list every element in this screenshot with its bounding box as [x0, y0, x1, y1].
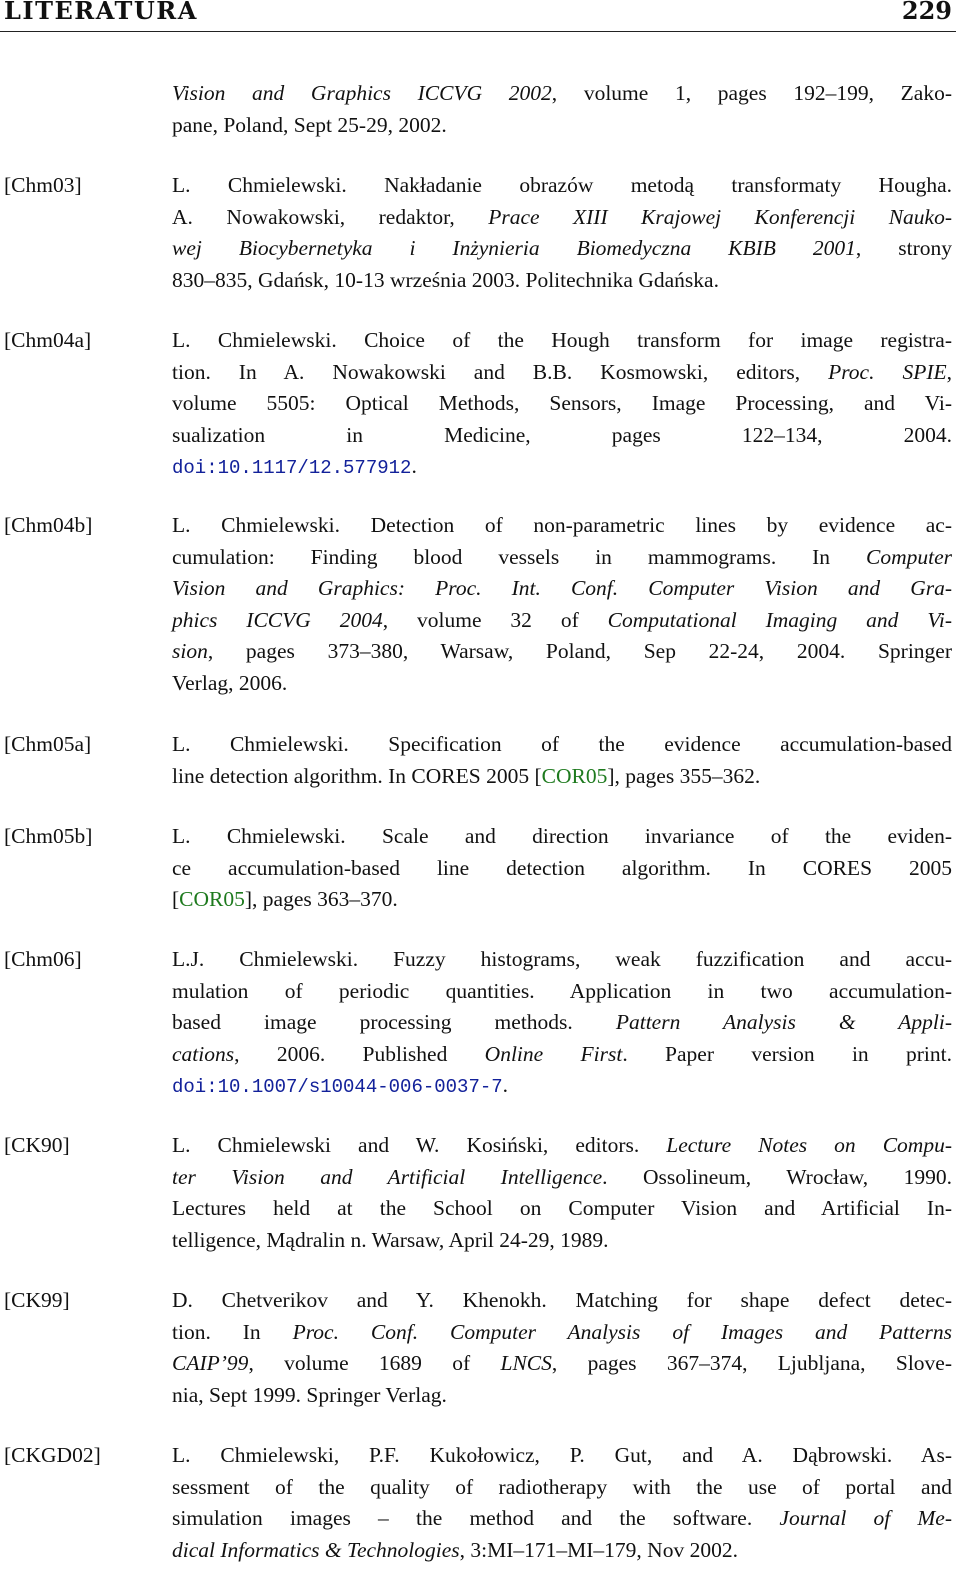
reference-line [172, 1285, 952, 1317]
reference-line [172, 884, 952, 916]
reference-line [172, 1162, 952, 1194]
italic-text: dical Informatics & Technologies [172, 1537, 460, 1562]
text-segment: L.J. Chmielewski. Fuzzy histograms, weak fuzzification and accu- [172, 947, 952, 971]
reference-line [172, 1503, 952, 1535]
italic-text: Prace XIII Krajowej Konferencji Nauko- [488, 204, 952, 229]
doi-link[interactable]: doi:10.1007/s10044-006-0037-7 [172, 1076, 503, 1098]
reference-line [172, 573, 952, 605]
running-head-title: LITERATURA [4, 0, 198, 25]
reference-line [172, 821, 952, 853]
reference-line [172, 542, 952, 574]
reference-key: [CK90] [4, 1133, 70, 1157]
text-segment: , 2006. Published [234, 1041, 485, 1066]
italic-text: Vision and Graphics ICCVG 2002 [172, 81, 552, 105]
reference-key: [Chm06] [4, 947, 82, 971]
reference-line [172, 1348, 952, 1380]
citation-link[interactable]: COR05 [179, 887, 245, 911]
reference-text [172, 821, 952, 916]
reference-line [172, 110, 952, 142]
text-segment: ], pages 355–362. [607, 763, 761, 788]
reference-line [172, 1472, 952, 1504]
italic-text: phics ICCVG 2004 [172, 607, 383, 632]
text-segment: tion. In [172, 1319, 293, 1344]
italic-text: ter Vision and Artificial Intelligence [172, 1164, 603, 1189]
reference-line [172, 1317, 952, 1349]
text-segment: volume 5505: Optical Methods, Sensors, Image Processing, and Vi- [172, 391, 952, 415]
reference-key: [Chm05b] [4, 824, 93, 848]
text-segment: , pages 367–374, Ljubljana, Slove- [551, 1351, 952, 1375]
reference-line [172, 668, 952, 700]
italic-text: CAIP’99 [172, 1351, 249, 1375]
text-segment: A. Nowakowski, redaktor, [172, 204, 489, 229]
reference-line [172, 853, 952, 885]
reference-text [172, 1285, 952, 1411]
text-segment: ce accumulation-based line detection algorithm. In CORES 2005 [172, 855, 952, 880]
italic-text: Computer [866, 544, 952, 569]
text-segment: . Paper version in print. [622, 1041, 952, 1066]
reference-line [172, 944, 952, 976]
reference-text [172, 1130, 952, 1256]
reference-text [172, 1440, 952, 1566]
text-segment: . [502, 1073, 509, 1097]
doi-link[interactable]: doi:10.1117/12.577912 [172, 457, 412, 479]
reference-line [172, 325, 952, 357]
reference-line [172, 1440, 952, 1472]
text-segment: ], pages 363–370. [244, 887, 398, 911]
italic-text: Journal of Me- [779, 1506, 953, 1530]
reference-line [172, 420, 952, 452]
text-segment: Lectures held at the School on Computer Vision and Artificial In- [172, 1196, 952, 1220]
text-segment: , volume 32 of [382, 607, 608, 632]
reference-line [172, 233, 952, 265]
reference-key: [Chm04b] [4, 513, 93, 537]
text-segment: pane, Poland, Sept 25-29, 2002. [172, 112, 447, 137]
text-segment: L. Chmielewski and W. Kosiński, editors. [172, 1133, 667, 1157]
reference-key: [Chm05a] [4, 732, 92, 756]
reference-text [172, 729, 952, 792]
reference-text [172, 944, 952, 1104]
reference-key: [Chm03] [4, 173, 82, 197]
italic-text: sion [172, 639, 208, 663]
text-segment: sualization in Medicine, pages 122–134, 2004. [172, 422, 952, 447]
text-segment: cumulation: Finding blood vessels in mammograms. In [172, 544, 866, 569]
reference-line [172, 605, 952, 637]
text-segment: simulation images – the method and the software. [172, 1506, 780, 1530]
text-segment: , pages 373–380, Warsaw, Poland, Sep 22-24, 2004. Springer [207, 639, 952, 663]
reference-line [172, 202, 952, 234]
text-segment: L. Chmielewski. Nakładanie obrazów metodą transformaty Hougha. [172, 173, 952, 197]
citation-link[interactable]: COR05 [541, 763, 608, 788]
reference-line [172, 1039, 952, 1071]
text-segment: . [411, 454, 417, 478]
italic-text: Pattern Analysis & Appli- [615, 1010, 952, 1034]
reference-line [172, 976, 952, 1008]
text-segment: L. Chmielewski, P.F. Kukołowicz, P. Gut, and A. Dąbrowski. As- [172, 1443, 952, 1467]
text-segment: , volume 1, pages 192–199, Zako- [551, 81, 952, 105]
reference-line [172, 357, 952, 389]
text-segment: sessment of the quality of radiotherapy with the use of portal and [172, 1474, 952, 1499]
italic-text: Vision and Graphics: Proc. Int. Conf. Computer Vision and Gra- [172, 576, 952, 600]
reference-key: [Chm04a] [4, 328, 92, 352]
page-header [0, 0, 956, 32]
reference-line [172, 510, 952, 542]
text-segment: D. Chetverikov and Y. Khenokh. Matching for shape defect detec- [172, 1288, 952, 1312]
reference-line [172, 1225, 952, 1257]
reference-line [172, 388, 952, 420]
reference-line [172, 1380, 952, 1412]
text-segment: L. Chmielewski. Detection of non-parametric lines by evidence ac- [172, 513, 952, 537]
reference-line [172, 170, 952, 202]
italic-text: Online First [484, 1041, 623, 1066]
reference-line [172, 1130, 952, 1162]
italic-text: Proc. SPIE [828, 359, 947, 384]
text-segment: line detection algorithm. In CORES 2005 [ [172, 763, 542, 788]
text-segment: based image processing methods. [172, 1010, 616, 1034]
text-segment: tion. In A. Nowakowski and B.B. Kosmowski, editors, [172, 359, 829, 384]
reference-line [172, 729, 952, 761]
text-segment: . Ossolineum, Wrocław, 1990. [602, 1164, 953, 1189]
reference-line [172, 1193, 952, 1225]
text-segment: mulation of periodic quantities. Application in two accumulation- [172, 978, 952, 1003]
italic-text: Proc. Conf. Computer Analysis of Images and Patterns [292, 1319, 953, 1344]
reference-key: [CK99] [4, 1288, 70, 1312]
reference-line [172, 761, 952, 793]
reference-line [172, 636, 952, 668]
reference-line [172, 1535, 952, 1567]
reference-text [172, 78, 952, 141]
text-segment: telligence, Mądralin n. Warsaw, April 24-29, 1989. [172, 1227, 609, 1252]
italic-text: LNCS [500, 1351, 552, 1375]
italic-text: Computational Imaging and Vi- [607, 607, 952, 632]
reference-line [172, 265, 952, 297]
text-segment: , volume 1689 of [248, 1351, 501, 1375]
text-segment: Verlag, 2006. [172, 670, 288, 695]
text-segment: [ [172, 887, 180, 911]
reference-line [172, 78, 952, 110]
page-number: 229 [901, 0, 952, 25]
reference-text [172, 325, 952, 485]
reference-line [172, 1007, 952, 1039]
text-segment: nia, Sept 1999. Springer Verlag. [172, 1382, 447, 1407]
reference-line [172, 1070, 952, 1104]
text-segment: , 3:MI–171–MI–179, Nov 2002. [459, 1537, 738, 1562]
reference-key: [CKGD02] [4, 1443, 101, 1467]
text-segment: L. Chmielewski. Scale and direction invariance of the eviden- [172, 824, 952, 848]
text-segment: 830–835, Gdańsk, 10-13 września 2003. Politechnika Gdańska. [172, 267, 719, 292]
text-segment: , strony [855, 236, 952, 260]
text-segment: L. Chmielewski. Choice of the Hough transform for image registra- [172, 328, 952, 352]
italic-text: Lecture Notes on Compu- [666, 1133, 952, 1157]
italic-text: wej Biocybernetyka i Inżynieria Biomedyczna KBIB 2001 [172, 236, 856, 260]
text-segment: L. Chmielewski. Specification of the evidence accumulation-based [172, 732, 952, 756]
reference-text [172, 510, 952, 699]
text-segment: , [946, 359, 952, 384]
reference-text [172, 170, 952, 296]
reference-line [172, 451, 952, 485]
italic-text: cations [172, 1041, 235, 1066]
